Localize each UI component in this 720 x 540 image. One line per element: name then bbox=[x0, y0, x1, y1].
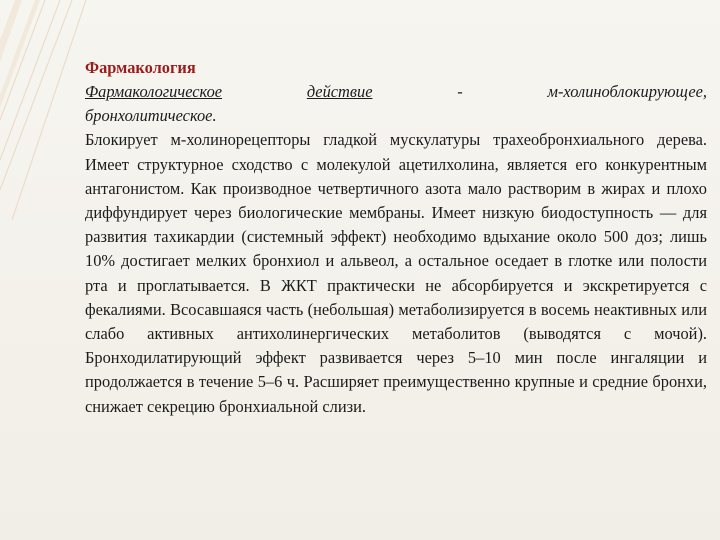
stripe bbox=[0, 0, 45, 120]
text-block bbox=[85, 58, 707, 419]
action-label: Фармакологическое bbox=[85, 82, 223, 101]
pharmacological-action-line bbox=[85, 80, 707, 104]
decorative-bands bbox=[0, 0, 40, 108]
action-dash: - bbox=[457, 82, 463, 101]
body-paragraph: Блокирует м-холинорецепторы гладкой мускулатуры трахеобронхиального дерева. Имеет структурное сходство с молекулой ацетилхолина, является его конкурентным антагонистом. Как производное четвертичного азота мало растворим в жирах и плохо диффундирует через биологические мембраны. Имеет низкую биодоступность — для развития тахикардии (системный эффект) необходимо вдыхание около 500 доз; лишь 10% достигает мелких бронхиол и альвеол, а остальное оседает в глотке или полости рта и проглатывается. В ЖКТ практически не абсорбируется и экскретируется с фекалиями. Всосавшаяся часть (небольшая) метаболизируется в восемь неактивных или слабо активных антихолинергических метаболитов (выводятся с мочой). Бронходилатирующий эффект развивается через 5–10 мин после ингаляции и продолжается в течение 5–6 ч. Расширяет преимущественно крупные и средние бронхи, снижает секрецию бронхиальной слизи. bbox=[85, 130, 707, 416]
decorative-stripes bbox=[0, 0, 86, 220]
action-value: м-холиноблокирующее, bbox=[547, 82, 707, 101]
section-title: Фармакология bbox=[85, 58, 196, 77]
band bbox=[0, 0, 40, 108]
action-continuation: бронхолитическое. bbox=[85, 106, 217, 126]
action-word: действие bbox=[306, 82, 373, 101]
